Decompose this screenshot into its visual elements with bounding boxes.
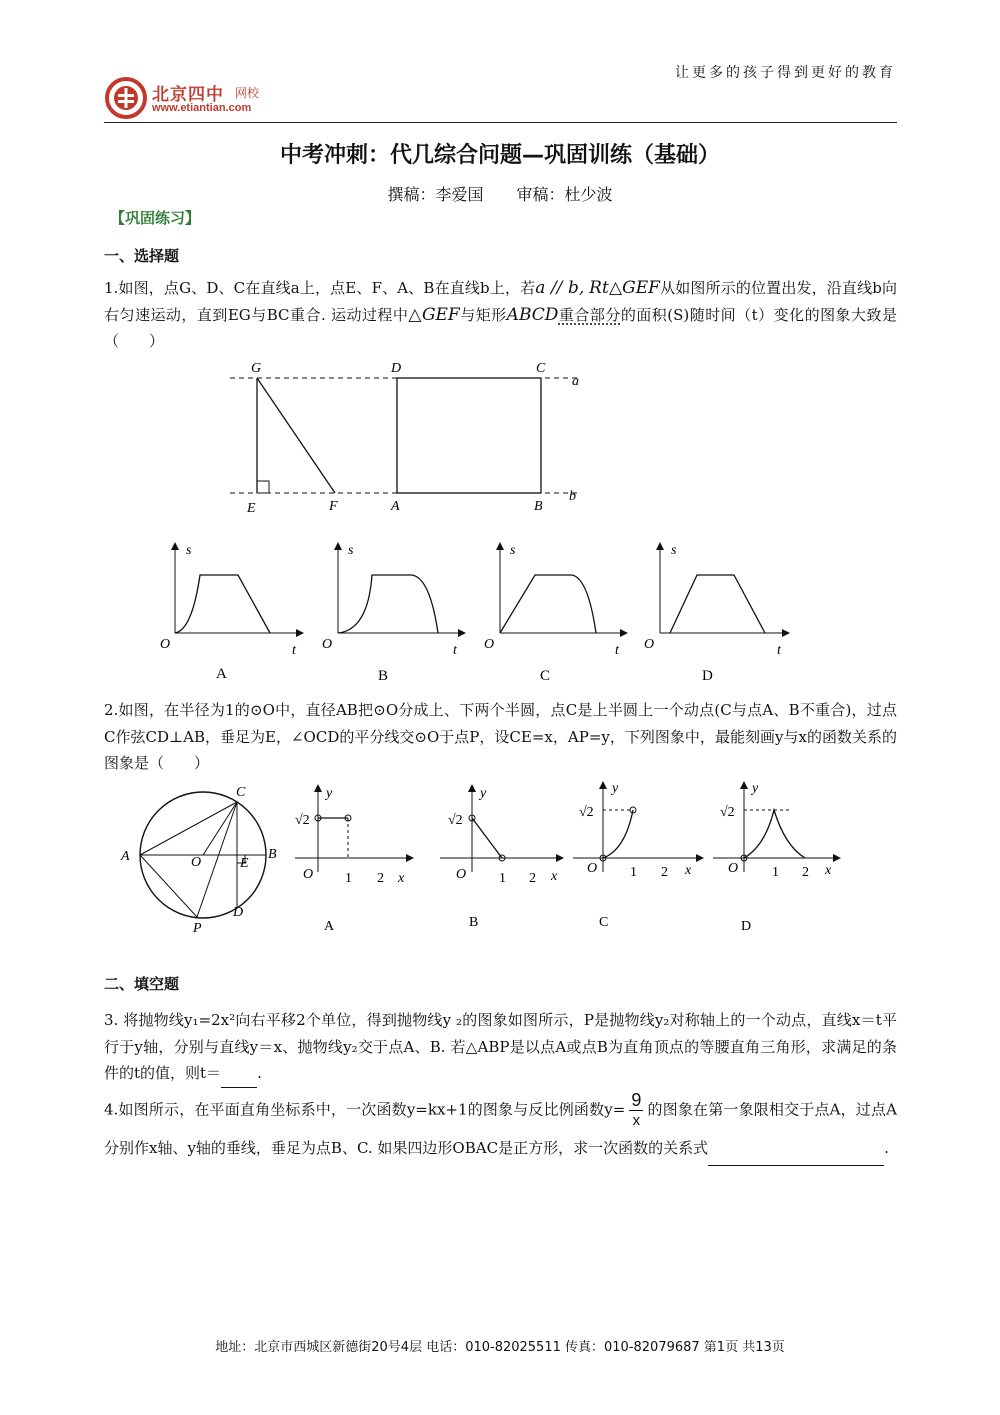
q2-option-d-graph — [713, 781, 837, 934]
q1-option-d-graph — [644, 543, 786, 684]
svg-text:2: 2 — [661, 865, 668, 880]
svg-text:2: 2 — [529, 871, 536, 886]
label-E: E — [247, 501, 256, 516]
q2-option-b-graph — [440, 786, 560, 930]
header-divider — [104, 122, 897, 123]
page-footer: 地址：北京市西城区新德街20号4层 电话：010-82025511 传真：010-82079687 第1页 共13页 — [215, 1340, 785, 1355]
q2-figures — [115, 780, 845, 940]
svg-text:1: 1 — [772, 865, 779, 880]
svg-text:D: D — [233, 905, 244, 920]
svg-text:1: 1 — [345, 871, 352, 886]
svg-text:2: 2 — [802, 865, 809, 880]
svg-text:O: O — [303, 867, 314, 882]
svg-text:B: B — [378, 668, 389, 684]
section-fill-heading: 二、填空题 — [104, 975, 180, 993]
label-D: D — [391, 361, 402, 376]
authors — [0, 182, 1000, 205]
q1-options — [150, 538, 810, 688]
q1-option-b-graph — [322, 543, 462, 684]
svg-text:√2: √2 — [579, 805, 594, 820]
label-a: a — [572, 374, 579, 389]
svg-text:s: s — [348, 543, 354, 558]
svg-text:O: O — [728, 861, 739, 876]
label-G: G — [251, 361, 262, 376]
label-F: F — [329, 499, 338, 514]
svg-text:s: s — [671, 543, 677, 558]
question-2: 2.如图，在半径为1的⊙O中，直径AB把⊙O分成上、下两个半圆，点C是上半圆上一个动点(C与点A、B不重合)，过点C作弦CD⊥AB，垂足为E，∠OCD的平分线交⊙O于点P，设CE=x，AP=y，下列图象中，最能刻画y与x的函数关系的图象是（ ） — [104, 701, 897, 772]
svg-text:O: O — [160, 637, 171, 652]
svg-text:O: O — [322, 637, 333, 652]
q3-answer-blank[interactable] — [221, 1060, 257, 1088]
svg-text:s: s — [510, 543, 516, 558]
fraction-9-over-x: $\frac{9}{x}$ — [631, 1090, 642, 1129]
svg-text:x: x — [398, 871, 405, 886]
svg-text:1: 1 — [630, 865, 637, 880]
section-choice-heading: 一、选择题 — [104, 247, 180, 265]
svg-text:x: x — [551, 869, 558, 884]
page-title: 中考冲刺：代几综合问题—巩固训练（基础） — [279, 143, 720, 168]
q2-option-c-graph — [573, 781, 700, 930]
svg-text:1: 1 — [499, 871, 506, 886]
svg-text:O: O — [484, 637, 495, 652]
question-1: 1.如图，点G、D、C在直线a上，点E、F、A、B在直线b上，若a // b, Rt△GEF从如图所示的位置出发，沿直线b向右匀速运动，直到EG与BC重合. 运动过程中△GEF与矩形ABCD重合部分的面积(S)随时间（t）变化的图象大致是（ ） — [104, 278, 897, 350]
logo-name: 北京四中 — [152, 85, 224, 105]
q2-option-a-graph — [295, 786, 410, 934]
q1-option-c-graph — [484, 543, 624, 684]
svg-text:y: y — [480, 786, 487, 801]
svg-text:x: x — [825, 863, 832, 878]
svg-text:O: O — [456, 867, 467, 882]
svg-text:B: B — [469, 915, 479, 930]
svg-text:C: C — [599, 915, 609, 930]
svg-text:√2: √2 — [448, 813, 463, 828]
svg-text:A: A — [216, 666, 227, 682]
svg-text:A: A — [324, 919, 335, 934]
svg-text:2: 2 — [377, 871, 384, 886]
header-slogan: 让更多的孩子得到更好的教育 — [675, 65, 896, 81]
q1-figure — [225, 355, 595, 520]
svg-text:t: t — [777, 643, 781, 658]
svg-text:y: y — [612, 781, 619, 796]
label-C: C — [536, 361, 546, 376]
q1-option-a-graph — [160, 543, 300, 682]
svg-text:√2: √2 — [720, 805, 735, 820]
svg-text:O: O — [587, 861, 598, 876]
section-tag: 【巩固练习】 — [110, 209, 201, 227]
q2-circle-figure — [120, 785, 277, 936]
svg-text:O: O — [644, 637, 655, 652]
question-3: 3. 将抛物线y₁=2x²向右平移2个单位，得到抛物线y ₂的图象如图所示，P是抛物线y₂对称轴上的一个动点，直线x＝t平行于y轴，分别与直线y＝x、抛物线y₂交于点A、B. 若△ABP是以点A或点B为直角顶点的等腰直角三角形，求满足的条件的t的值，则t＝ . — [104, 1007, 897, 1088]
q4-answer-blank[interactable] — [708, 1131, 884, 1166]
svg-text:x: x — [685, 863, 692, 878]
svg-text:D: D — [702, 668, 713, 684]
reviewer: 审稿：杜少波 — [516, 185, 613, 204]
label-A: A — [391, 499, 400, 514]
svg-text:t: t — [615, 643, 619, 658]
label-B: B — [534, 499, 543, 514]
svg-text:s: s — [186, 543, 192, 558]
svg-text:t: t — [292, 643, 296, 658]
svg-text:√2: √2 — [295, 813, 310, 828]
svg-text:y: y — [326, 786, 333, 801]
svg-text:C: C — [540, 668, 551, 684]
svg-text:t: t — [453, 643, 457, 658]
label-b: b — [569, 489, 576, 504]
svg-text:B: B — [268, 847, 277, 862]
logo-net: 网校 — [235, 86, 260, 100]
svg-text:P: P — [193, 921, 202, 936]
logo-url: www.etiantian.com — [152, 102, 252, 114]
svg-text:y: y — [752, 781, 759, 796]
svg-text:A: A — [121, 849, 130, 864]
svg-text:O: O — [191, 855, 202, 870]
writer: 撰稿：李爱国 — [387, 185, 484, 204]
svg-text:D: D — [741, 919, 752, 934]
svg-text:E: E — [240, 856, 249, 871]
svg-text:C: C — [236, 785, 246, 800]
question-4: 4.如图所示，在平面直角坐标系中，一次函数y=kx+1的图象与反比例函数y= $\frac{9}{x}$ 的图象在第一象限相交于点A，过点A分别作x轴、y轴的垂线，垂足为点B、C. 如果四边形OBAC是正方形，求一次函数的关系式 . — [104, 1090, 897, 1166]
